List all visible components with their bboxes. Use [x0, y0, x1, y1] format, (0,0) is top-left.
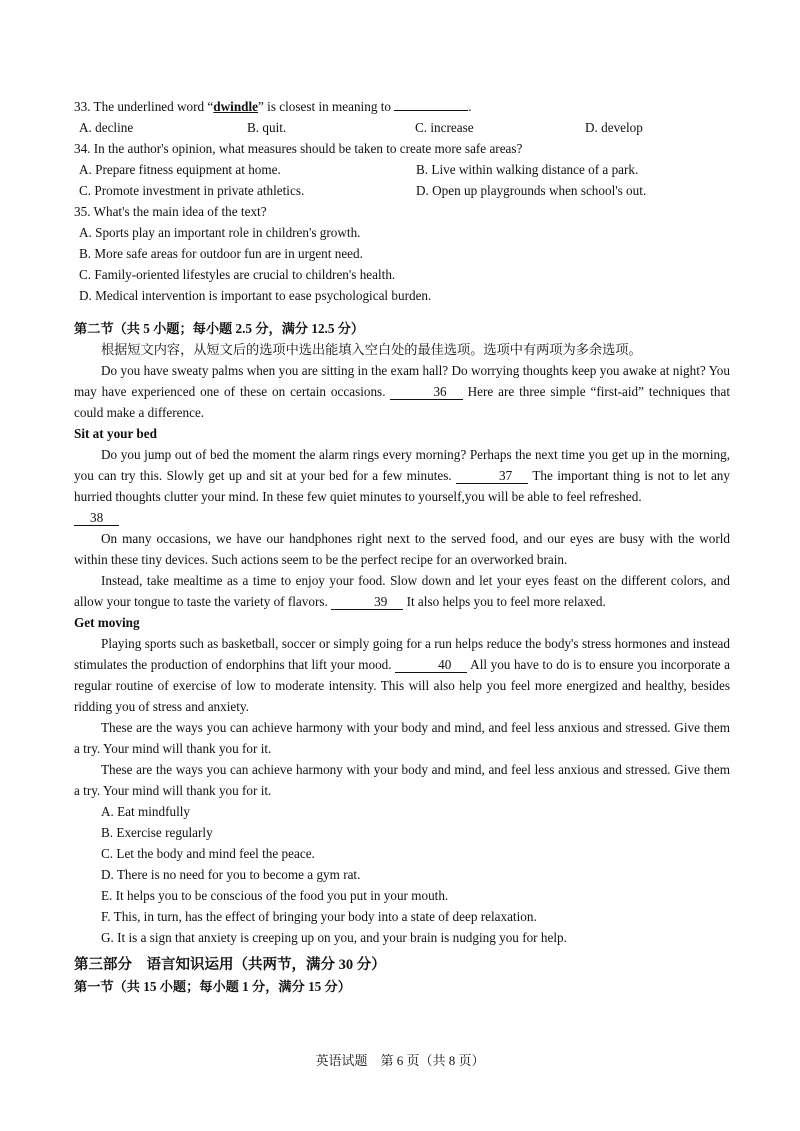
option: D. Medical intervention is important to ease psychological burden. [79, 288, 432, 303]
question-34-options [74, 159, 730, 201]
option: A. decline [79, 120, 134, 135]
gap-38: 38 [74, 511, 119, 526]
option: B. More safe areas for outdoor fun are in urgent need. [79, 246, 363, 261]
option: D. develop [585, 120, 643, 135]
answer-option: A. Eat mindfully [101, 804, 191, 819]
section-instruction: 根据短文内容，从短文后的选项中选出能填入空白处的最佳选项。选项中有两项为多余选项。 [101, 342, 642, 357]
gap-37: 37 [456, 469, 528, 484]
gap-39: 39 [331, 595, 403, 610]
option: B. Live within walking distance of a park. [416, 162, 639, 177]
option: C. Family-oriented lifestyles are crucial to children's health. [79, 267, 396, 282]
paragraph: Do you jump out of bed the moment the alarm rings every morning? Perhaps the next time you get up in the morning, you can try this. Slowly get up and sit at your bed for a few minutes. 37 The important thing is not to let any hurried thoughts clutter your mind. In these few quiet minutes to yourself,you will be able to feel refreshed. [74, 447, 730, 504]
gap-40: 40 [395, 658, 467, 673]
exam-page [74, 96, 730, 997]
answer-blank [394, 98, 468, 111]
underlined-word: dwindle [213, 99, 259, 114]
paragraph: These are the ways you can achieve harmony with your body and mind, and feel less anxious and stressed. Give them a try. Your mind will thank you for it. [74, 720, 730, 756]
option: C. increase [415, 120, 474, 135]
option: C. Promote investment in private athletics. [79, 183, 305, 198]
paragraph: Instead, take mealtime as a time to enjoy your food. Slow down and let your eyes feast on the different colors, and allow your tongue to taste the variety of flavors. 39 It also helps you to feel more relaxed. [74, 573, 730, 609]
answer-option: C. Let the body and mind feel the peace. [101, 846, 315, 861]
answer-option: E. It helps you to be conscious of the food you put in your mouth. [101, 888, 449, 903]
subheading-get-moving: Get moving [74, 615, 140, 630]
answer-option: B. Exercise regularly [101, 825, 213, 840]
gap-36: 36 [390, 385, 462, 400]
part-three-section-one: 第一节（共 15 小题；每小题 1 分，满分 15 分） [74, 979, 351, 994]
answer-option: D. There is no need for you to become a gym rat. [101, 867, 361, 882]
question-33-options [74, 117, 730, 138]
intro-paragraph: Do you have sweaty palms when you are sitting in the exam hall? Do worrying thoughts keep you awake at night? You may have experienced one of these on certain occasions. 36 Here are three simple “first-aid” techniques that could make a difference. [74, 363, 731, 420]
option: A. Sports play an important role in children's growth. [79, 225, 361, 240]
answer-option: F. This, in turn, has the effect of bringing your body into a state of deep relaxation. [101, 909, 537, 924]
answer-option: G. It is a sign that anxiety is creeping up on you, and your brain is nudging you for help. [101, 930, 567, 945]
section-title: 第二节（共 5 小题；每小题 2.5 分，满分 12.5 分） [74, 321, 365, 336]
paragraph: On many occasions, we have our handphones right next to the served food, and our eyes are busy with the world within these tiny devices. Such actions seem to be the perfect recipe for an overworked brain. [74, 531, 730, 567]
option: D. Open up playgrounds when school's out. [416, 183, 647, 198]
option: B. quit. [247, 120, 287, 135]
option: A. Prepare fitness equipment at home. [79, 162, 281, 177]
part-three-title: 第三部分 语言知识运用（共两节，满分 30 分） [74, 957, 386, 973]
paragraph: Playing sports such as basketball, soccer or simply going for a run helps reduce the body's stress hormones and instead stimulates the production of endorphins that lift your mood. 40 All you have to do is to ensure you incorporate a regular routine of exercise of low to moderate intensity. This will also help you feel more energized and healthy, besides ridding you of stress and anxiety. [74, 636, 731, 714]
gap-38-line [74, 507, 730, 528]
question-34: 34. In the author's opinion, what measures should be taken to create more safe areas? [74, 141, 523, 156]
page-footer: 英语试题 第 6 页（共 8 页） [315, 1053, 485, 1068]
question-33: 33. The underlined word “dwindle” is closest in meaning to . [74, 99, 472, 114]
question-35: 35. What's the main idea of the text? [74, 204, 267, 219]
paragraph: These are the ways you can achieve harmony with your body and mind, and feel less anxious and stressed. Give them a try. Your mind will thank you for it. [74, 762, 730, 798]
subheading-sit-at-your-bed: Sit at your bed [74, 426, 157, 441]
